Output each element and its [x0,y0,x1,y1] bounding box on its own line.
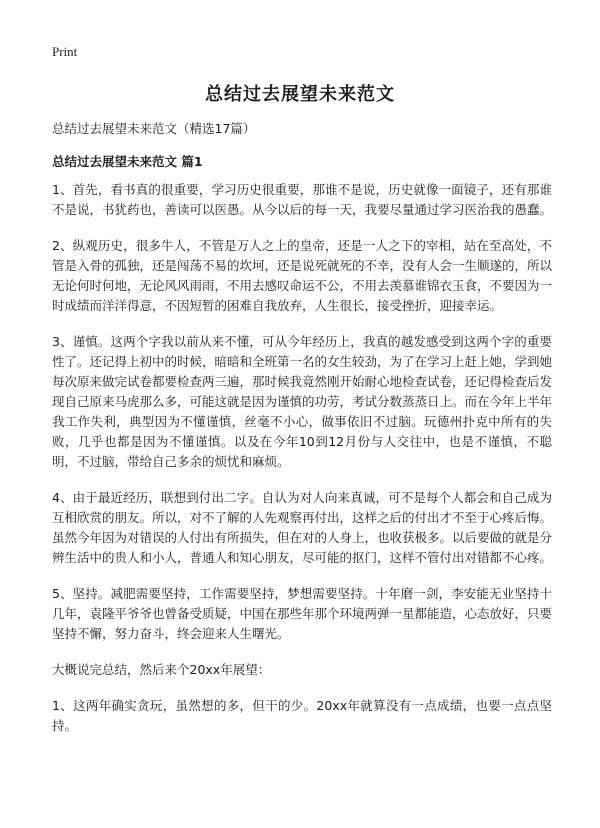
print-link[interactable]: Print [52,44,78,59]
outlook-intro: 大概说完总结，然后来个20xx年展望： [52,662,271,677]
section-heading: 总结过去展望未来范文 篇1 [52,154,203,169]
paragraph-3: 3、谨慎。这两个字我以前从来不懂，可从今年经历上，我真的越发感受到这两个字的重要性了。还记得上初中的时候，暗暗和全班第一名的女生较劲，为了在学习上赶上她，学到她每次原来做完试卷都要检查两三遍，那时候我竟然刚开始耐心地检查试卷，还记得检查后发现自己原来马虎那么多，可能这就是因为谨慎的功劳，考试分数蒸蒸日上。而在今年上半年我工作失利，典型因为不懂谨慎，丝毫不小心，做事依旧不过脑。玩德州扑克中所有的失败，几乎也都是因为不懂谨慎。以及在今年10到12月份与人交往中，也是不谨慎，不聪明，不过脑，带给自己多余的烦忧和麻烦。 [52,334,553,469]
paragraph-5: 5、坚持。减肥需要坚持，工作需要坚持，梦想需要坚持。十年磨一剑，李安能无业坚持十几年，袁隆平爷爷也曾备受质疑，中国在那些年那个环境两弹一星都能造，心态放好，只要坚持不懈，努力奋斗，终会迎来人生曙光。 [52,586,553,641]
document-title: 总结过去展望未来范文 [205,84,395,105]
paragraph-4: 4、由于最近经历，联想到付出二字。自认为对人向来真诚，可不是每个人都会和自己成为互相欣赏的朋友。所以，对不了解的人先观察再付出，这样之后的付出才不至于心疼后悔。虽然今年因为对错误的人付出有所损失，但在对的人身上，也收获极多。以后要做的就是分辨生活中的贵人和小人，普通人和知心朋友，尽可能的抠门，这样不管付出对错都不心疼。 [52,490,553,565]
document-body [52,180,552,752]
document-subtitle: 总结过去展望未来范文（精选17篇） [52,121,256,136]
paragraph-1: 1、首先，看书真的很重要，学习历史很重要，那谁不是说，历史就像一面镜子，还有那谁不是说，书犹药也，善读可以医愚。从今以后的每一天，我要尽量通过学习医治我的愚蠢。 [52,182,553,217]
paragraph-2: 2、纵观历史，很多牛人，不管是万人之上的皇帝，还是一人之下的宰相，站在至高处，不管是入骨的孤独，还是闯荡不易的坎坷，还是说死就死的不幸，没有人会一生顺遂的，所以无论何时何地，无论风风雨雨，不用去感叹命运不公，不用去羡慕谁锦衣玉食，不要因为一时成绩而洋洋得意，不因短暂的困难自我放弃，人生很长，接受挫折，迎接幸运。 [52,238,553,313]
outlook-item-1: 1、这两年确实贪玩，虽然想的多，但干的少。20xx年就算没有一点成绩，也要一点点坚持。 [52,698,552,733]
